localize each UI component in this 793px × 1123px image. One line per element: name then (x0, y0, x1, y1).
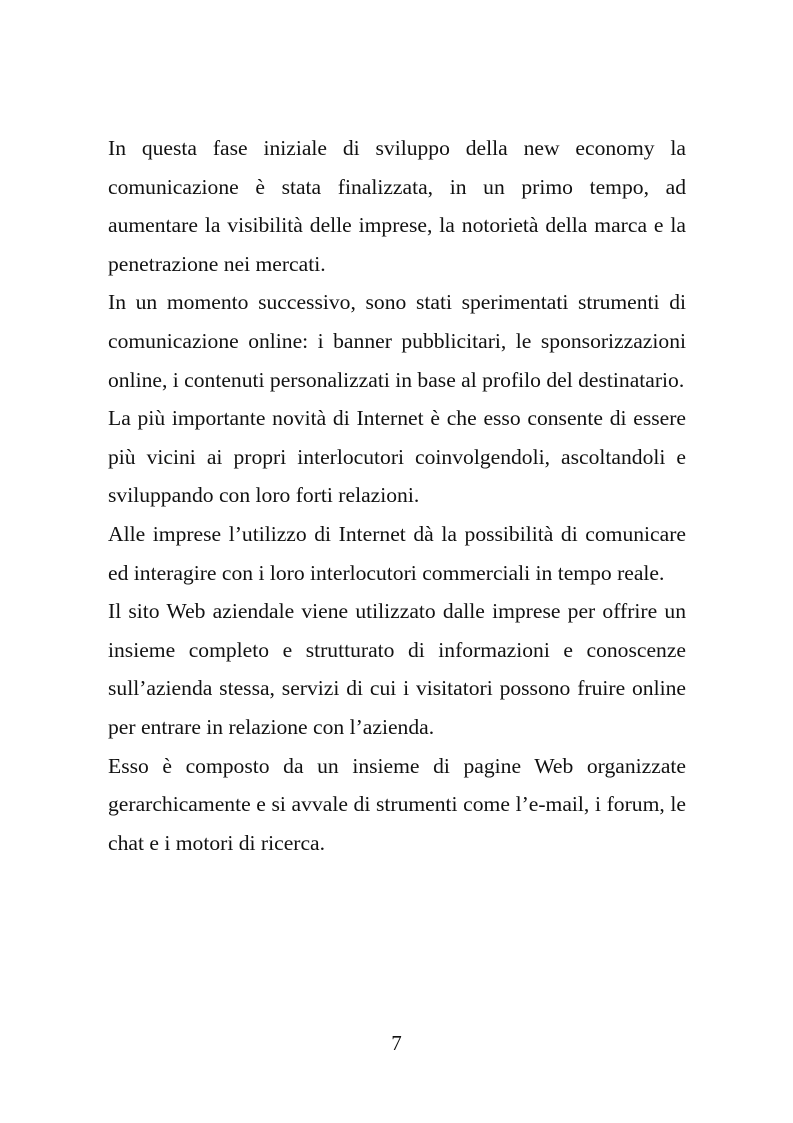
body-text (108, 129, 686, 862)
paragraph: Esso è composto da un insieme di pagine Web organizzate gerarchicamente e si avvale di strumenti come l’e-mail, i forum, le chat e i motori di ricerca. (108, 753, 686, 855)
paragraph: Il sito Web aziendale viene utilizzato dalle imprese per offrire un insieme completo e strutturato di informazioni e conoscenze sull’azienda stessa, servizi di cui i visitatori possono fruire online per entrare in relazione con l’azienda. (108, 599, 686, 739)
paragraph: In questa fase iniziale di sviluppo della new economy la comunicazione è stata finalizzata, in un primo tempo, ad aumentare la visibilità delle imprese, la notorietà della marca e la penetrazione nei mercati. (108, 136, 686, 276)
paragraph: La più importante novità di Internet è che esso consente di essere più vicini ai propri interlocutori coinvolgendoli, ascoltandoli e sviluppando con loro forti relazioni. (108, 406, 686, 508)
page-number: 7 (391, 1031, 402, 1055)
paragraph: Alle imprese l’utilizzo di Internet dà la possibilità di comunicare ed interagire con i loro interlocutori commerciali in tempo reale. (108, 521, 686, 585)
paragraph: In un momento successivo, sono stati sperimentati strumenti di comunicazione online: i banner pubblicitari, le sponsorizzazioni online, i contenuti personalizzati in base al profilo del destinatario. (108, 290, 686, 392)
